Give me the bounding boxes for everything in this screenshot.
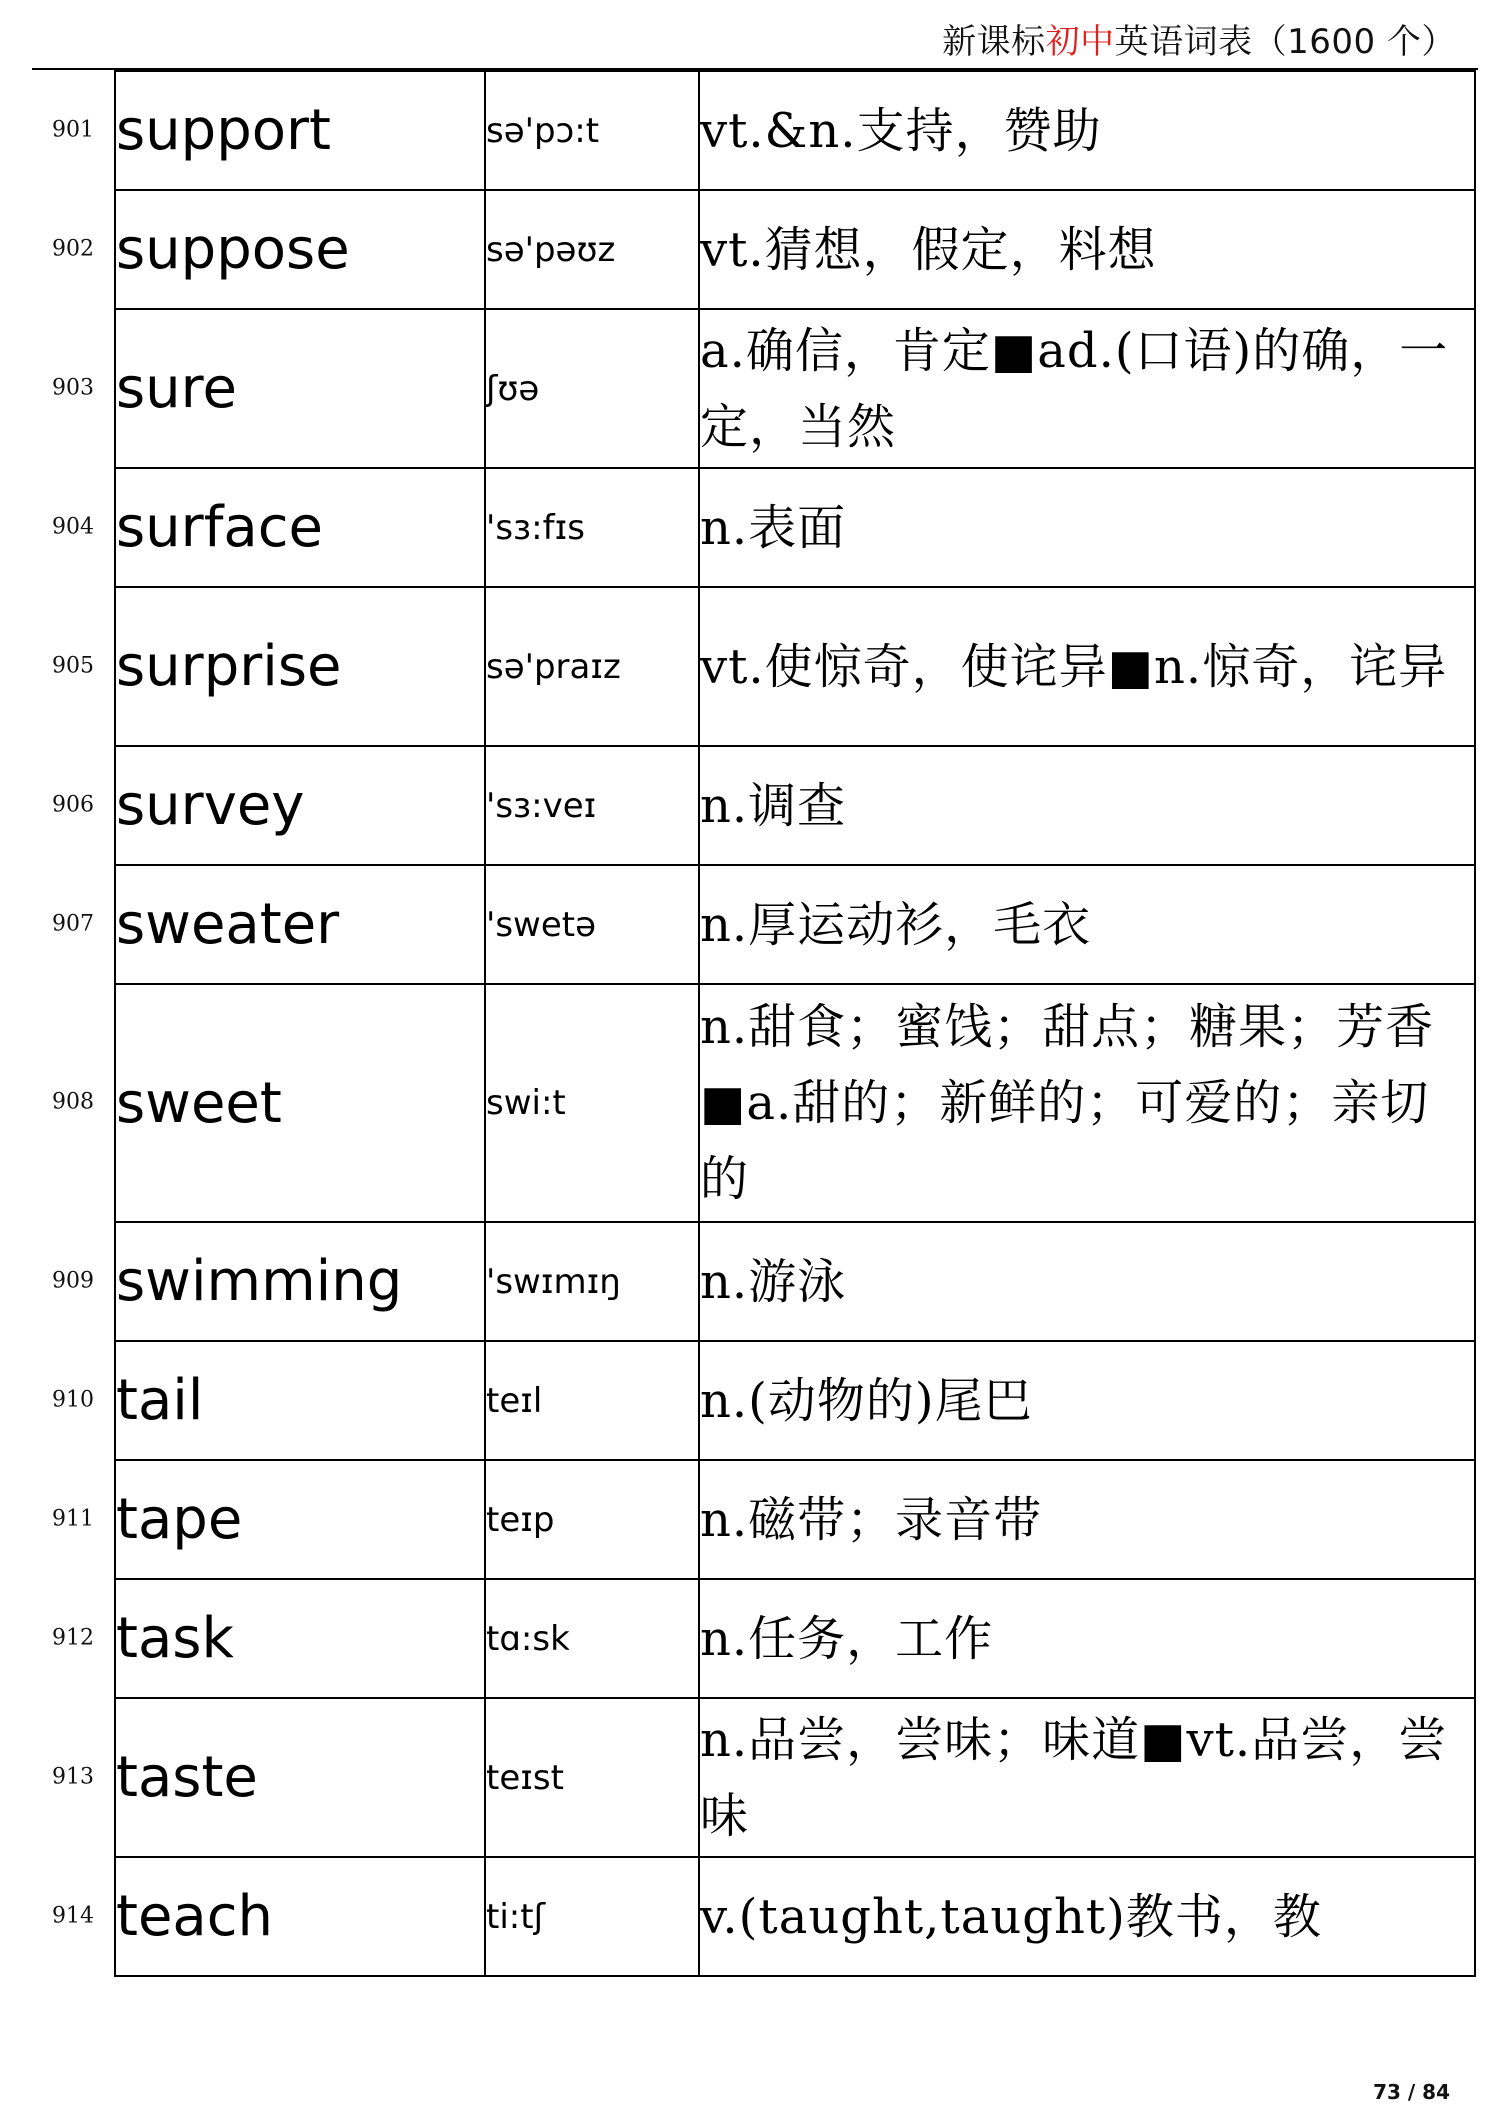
definition-cell: vt.使惊奇，使诧异■n.惊奇，诧异: [699, 587, 1475, 746]
word-cell: suppose: [115, 190, 485, 309]
entry-number: 908: [52, 1089, 94, 1115]
word-cell: taste: [115, 1698, 485, 1857]
definition-cell: n.表面: [699, 468, 1475, 587]
table-row: [115, 1460, 1475, 1579]
definition-cell: n.甜食；蜜饯；甜点；糖果；芳香■a.甜的；新鲜的；可爱的；亲切的: [699, 984, 1475, 1222]
word-cell: sweater: [115, 865, 485, 984]
definition-cell: v.(taught,taught)教书，教: [699, 1857, 1475, 1976]
entry-number: 910: [52, 1387, 94, 1412]
table-row: [115, 1341, 1475, 1460]
definition-cell: n.任务，工作: [699, 1579, 1475, 1698]
header-title-part2: 英语词表（1600 个）: [1114, 22, 1456, 62]
word-cell: tape: [115, 1460, 485, 1579]
entry-number: 904: [52, 514, 94, 539]
vocabulary-table: [114, 70, 1476, 1977]
word-cell: surface: [115, 468, 485, 587]
header-title-part1: 新课标: [942, 22, 1046, 62]
definition-cell: vt.猜想，假定，料想: [699, 190, 1475, 309]
definition-cell: n.品尝，尝味；味道■vt.品尝，尝味: [699, 1698, 1475, 1857]
word-cell: swimming: [115, 1222, 485, 1341]
page-number: 73 / 84: [1373, 2080, 1450, 2104]
definition-cell: n.调查: [699, 746, 1475, 865]
table-row: [115, 1579, 1475, 1698]
word-cell: tail: [115, 1341, 485, 1460]
table-row: [115, 1857, 1475, 1976]
word-cell: sure: [115, 309, 485, 468]
phonetic-cell: swi:t: [485, 984, 699, 1222]
entry-number: 906: [52, 792, 94, 817]
phonetic-cell: ti:tʃ: [485, 1857, 699, 1976]
entry-number: 902: [52, 236, 94, 261]
definition-cell: n.磁带；录音带: [699, 1460, 1475, 1579]
definition-cell: a.确信，肯定■ad.(口语)的确，一定，当然: [699, 309, 1475, 468]
entry-number: 907: [52, 911, 94, 936]
definition-cell: n.游泳: [699, 1222, 1475, 1341]
word-cell: sweet: [115, 984, 485, 1222]
table-row: [115, 190, 1475, 309]
entry-number: 913: [52, 1764, 94, 1789]
phonetic-cell: teɪl: [485, 1341, 699, 1460]
table-row: [115, 71, 1475, 190]
word-cell: survey: [115, 746, 485, 865]
phonetic-cell: sə'pəʊz: [485, 190, 699, 309]
entry-number: 912: [52, 1625, 94, 1650]
word-cell: task: [115, 1579, 485, 1698]
phonetic-cell: teɪp: [485, 1460, 699, 1579]
entry-number: 901: [52, 117, 94, 142]
definition-cell: vt.&n.支持，赞助: [699, 71, 1475, 190]
entry-number: 914: [52, 1903, 94, 1928]
table-row: [115, 1222, 1475, 1341]
phonetic-cell: sə'pɔ:t: [485, 71, 699, 190]
phonetic-cell: 'swɪmɪŋ: [485, 1222, 699, 1341]
phonetic-cell: 'sɜ:veɪ: [485, 746, 699, 865]
header-title-highlight: 初中: [1045, 22, 1115, 62]
page-header: [942, 14, 1456, 63]
entry-number: 911: [52, 1506, 94, 1531]
word-cell: surprise: [115, 587, 485, 746]
table-row: [115, 587, 1475, 746]
phonetic-cell: teɪst: [485, 1698, 699, 1857]
word-cell: teach: [115, 1857, 485, 1976]
phonetic-cell: tɑ:sk: [485, 1579, 699, 1698]
table-row: [115, 746, 1475, 865]
entry-number: 903: [52, 375, 94, 400]
phonetic-cell: ʃʊə: [485, 309, 699, 468]
definition-cell: n.(动物的)尾巴: [699, 1341, 1475, 1460]
table-row: [115, 468, 1475, 587]
word-cell: support: [115, 71, 485, 190]
phonetic-cell: 'swetə: [485, 865, 699, 984]
table-row: [115, 1698, 1475, 1857]
table-row: [115, 865, 1475, 984]
phonetic-cell: 'sɜ:fɪs: [485, 468, 699, 587]
table-row: [115, 984, 1475, 1222]
phonetic-cell: sə'praɪz: [485, 587, 699, 746]
entry-number: 909: [52, 1268, 94, 1293]
definition-cell: n.厚运动衫，毛衣: [699, 865, 1475, 984]
table-row: [115, 309, 1475, 468]
entry-number: 905: [52, 653, 94, 678]
